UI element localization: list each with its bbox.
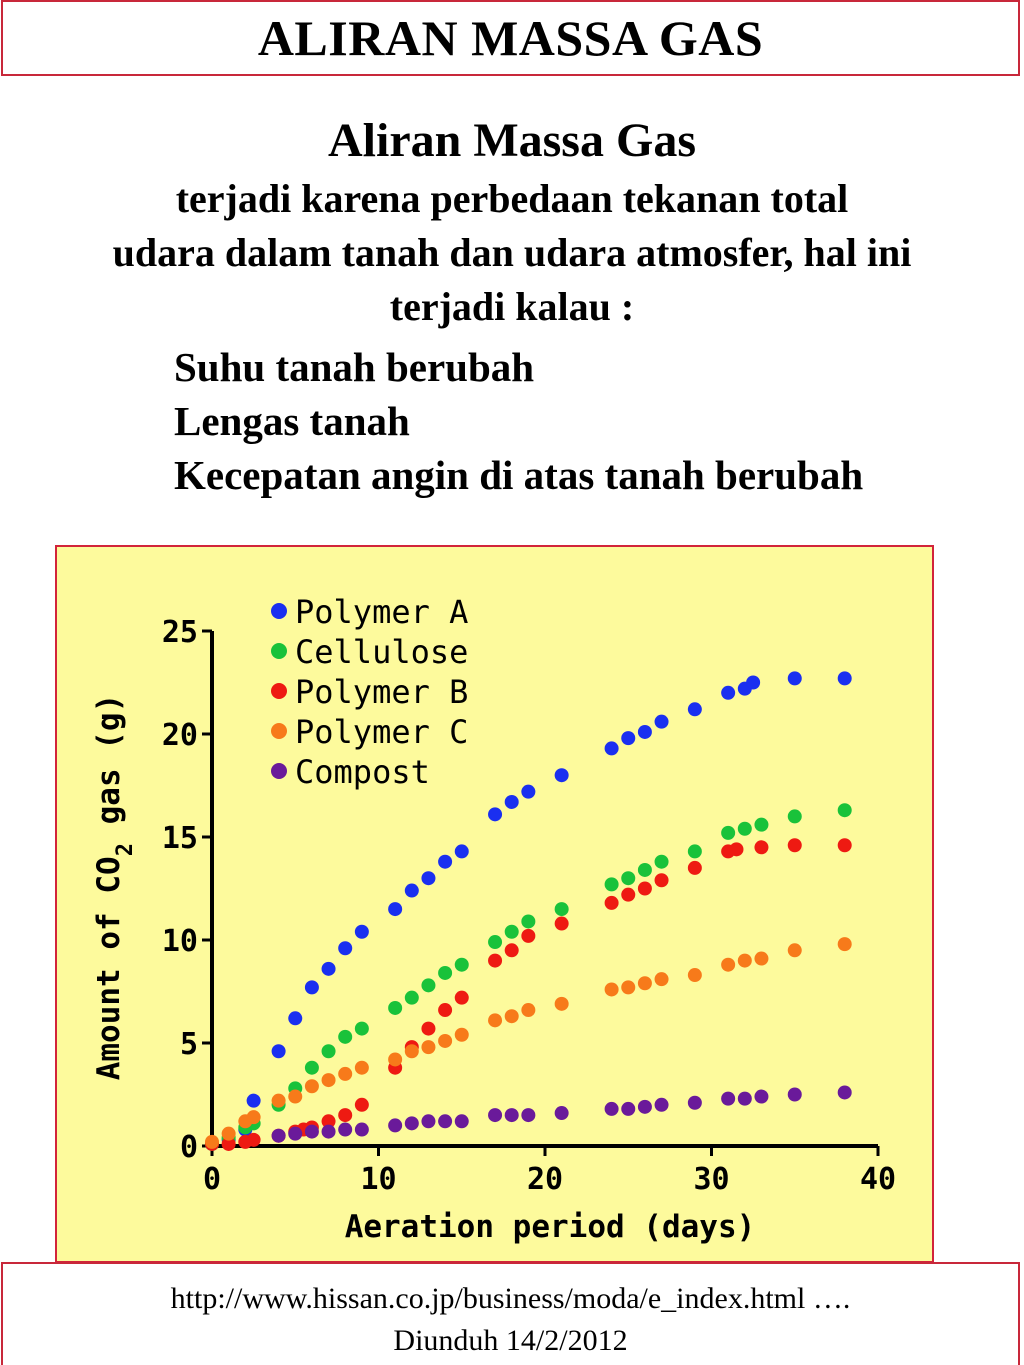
x-tick-label: 20 (526, 1162, 564, 1197)
y-tick-label: 20 (161, 718, 198, 753)
data-point (754, 952, 768, 966)
data-point (355, 1123, 369, 1137)
data-point (421, 978, 435, 992)
data-point (688, 861, 702, 875)
data-point (621, 871, 635, 885)
condition-list (174, 340, 863, 502)
data-point (388, 1118, 402, 1132)
data-point (655, 715, 669, 729)
data-point (621, 1102, 635, 1116)
legend-label: Cellulose (295, 633, 469, 671)
data-point (455, 1028, 469, 1042)
condition-item-moisture: Lengas tanah (174, 398, 410, 444)
data-point (521, 1003, 535, 1017)
data-point (338, 941, 352, 955)
data-point (505, 925, 519, 939)
data-point (488, 807, 502, 821)
condition-item-temperature: Suhu tanah berubah (174, 344, 535, 390)
data-point (838, 1085, 852, 1099)
source-url: http://www.hissan.co.jp/business/moda/e_index.html …. (170, 1282, 851, 1315)
data-point (355, 1098, 369, 1112)
data-point (721, 958, 735, 972)
data-point (322, 1073, 336, 1087)
data-point (555, 917, 569, 931)
data-point (555, 902, 569, 916)
data-point (521, 914, 535, 928)
data-point (838, 671, 852, 685)
data-point (838, 937, 852, 951)
data-point (688, 968, 702, 982)
data-point (272, 1129, 286, 1143)
data-point (638, 1100, 652, 1114)
data-point (505, 795, 519, 809)
data-point (746, 676, 760, 690)
data-point (355, 1022, 369, 1036)
data-point (438, 1114, 452, 1128)
data-point (555, 768, 569, 782)
source-footer (1, 1262, 1020, 1365)
y-tick-label: 10 (161, 924, 198, 959)
data-point (421, 1114, 435, 1128)
x-tick-label: 30 (693, 1162, 730, 1197)
data-point (655, 873, 669, 887)
legend-marker (271, 763, 287, 779)
slide-title: ALIRAN MASSA GAS (257, 10, 764, 66)
data-point (638, 976, 652, 990)
data-point (305, 980, 319, 994)
data-point (788, 1088, 802, 1102)
data-point (721, 826, 735, 840)
data-point (438, 855, 452, 869)
y-tick-label: 5 (179, 1027, 198, 1062)
data-point (338, 1067, 352, 1081)
data-point (754, 840, 768, 854)
data-point (838, 838, 852, 852)
data-point (438, 1034, 452, 1048)
data-point (721, 686, 735, 700)
legend-marker (271, 723, 287, 739)
data-point (605, 1102, 619, 1116)
body-line-1: terjadi karena perbedaan tekanan total (175, 176, 849, 221)
series-compost (272, 1085, 852, 1142)
data-point (505, 1009, 519, 1023)
data-point (405, 991, 419, 1005)
data-point (521, 785, 535, 799)
data-point (247, 1133, 261, 1147)
data-point (655, 972, 669, 986)
data-point (247, 1110, 261, 1124)
data-point (621, 731, 635, 745)
data-point (438, 966, 452, 980)
data-point (421, 1022, 435, 1036)
data-point (322, 1044, 336, 1058)
data-point (605, 877, 619, 891)
x-tick-label: 0 (202, 1162, 222, 1197)
legend-label: Polymer B (295, 673, 469, 711)
co2-chart (55, 545, 934, 1263)
data-point (322, 962, 336, 976)
data-point (688, 702, 702, 716)
legend (271, 593, 468, 791)
data-point (655, 855, 669, 869)
data-point (405, 1116, 419, 1130)
data-point (355, 925, 369, 939)
data-point (655, 1098, 669, 1112)
series-polymer-b (205, 838, 852, 1151)
data-point (738, 1092, 752, 1106)
data-point (288, 1127, 302, 1141)
data-point (455, 844, 469, 858)
legend-label: Polymer A (295, 593, 469, 631)
data-point (838, 803, 852, 817)
y-tick-label: 0 (179, 1130, 198, 1165)
data-point (788, 671, 802, 685)
condition-item-wind: Kecepatan angin di atas tanah berubah (174, 452, 864, 498)
y-tick-label: 25 (161, 615, 198, 650)
slide-content (0, 110, 1024, 334)
data-point (605, 896, 619, 910)
series-cellulose (205, 803, 852, 1151)
data-point (555, 1106, 569, 1120)
data-point (638, 863, 652, 877)
data-point (505, 943, 519, 957)
data-point (355, 1061, 369, 1075)
legend-marker (271, 603, 287, 619)
data-point (247, 1094, 261, 1108)
data-point (688, 844, 702, 858)
data-point (638, 882, 652, 896)
download-date: Diunduh 14/2/2012 (393, 1324, 628, 1357)
x-ticks (203, 1146, 896, 1197)
data-point (738, 954, 752, 968)
data-point (288, 1011, 302, 1025)
data-point (405, 1044, 419, 1058)
data-point (421, 1040, 435, 1054)
data-point (338, 1123, 352, 1137)
data-point (621, 888, 635, 902)
legend-label: Polymer C (295, 713, 469, 751)
body-line-3: terjadi kalau : (389, 284, 635, 329)
legend-marker (271, 643, 287, 659)
legend-label: Compost (295, 753, 430, 791)
title-box (1, 0, 1020, 76)
body-line-2: udara dalam tanah dan udara atmosfer, hal ini (112, 230, 912, 275)
data-point (754, 818, 768, 832)
x-tick-label: 40 (859, 1162, 897, 1197)
data-point (388, 1052, 402, 1066)
data-point (729, 842, 743, 856)
data-point (621, 980, 635, 994)
y-tick-label: 15 (161, 821, 198, 856)
data-point (555, 997, 569, 1011)
x-tick-label: 10 (360, 1162, 397, 1197)
chart-canvas (57, 547, 932, 1261)
data-point (721, 1092, 735, 1106)
slide-heading: Aliran Massa Gas (327, 114, 696, 167)
data-point (288, 1090, 302, 1104)
data-point (788, 809, 802, 823)
data-point (338, 1030, 352, 1044)
x-axis-label: Aeration period (days) (344, 1209, 756, 1245)
data-point (605, 741, 619, 755)
data-point (605, 982, 619, 996)
data-point (272, 1044, 286, 1058)
data-point (754, 1090, 768, 1104)
data-point (788, 943, 802, 957)
data-point (455, 958, 469, 972)
data-point (738, 822, 752, 836)
data-point (455, 1114, 469, 1128)
data-point (505, 1108, 519, 1122)
data-point (438, 1003, 452, 1017)
data-point (322, 1125, 336, 1139)
data-point (455, 991, 469, 1005)
data-point (521, 929, 535, 943)
data-point (338, 1108, 352, 1122)
data-point (222, 1127, 236, 1141)
data-point (305, 1125, 319, 1139)
y-axis-label: Amount of $CO_2$ gas (g) (91, 693, 138, 1081)
data-point (405, 884, 419, 898)
data-point (205, 1135, 219, 1149)
data-point (488, 1108, 502, 1122)
data-point (521, 1108, 535, 1122)
data-point (388, 902, 402, 916)
data-point (272, 1094, 286, 1108)
data-point (488, 954, 502, 968)
data-point (305, 1061, 319, 1075)
data-point (388, 1001, 402, 1015)
data-point (788, 838, 802, 852)
data-point (638, 725, 652, 739)
data-point (421, 871, 435, 885)
legend-marker (271, 683, 287, 699)
data-point (688, 1096, 702, 1110)
data-point (488, 1013, 502, 1027)
y-ticks (162, 615, 212, 1165)
data-point (488, 935, 502, 949)
data-point (305, 1079, 319, 1093)
